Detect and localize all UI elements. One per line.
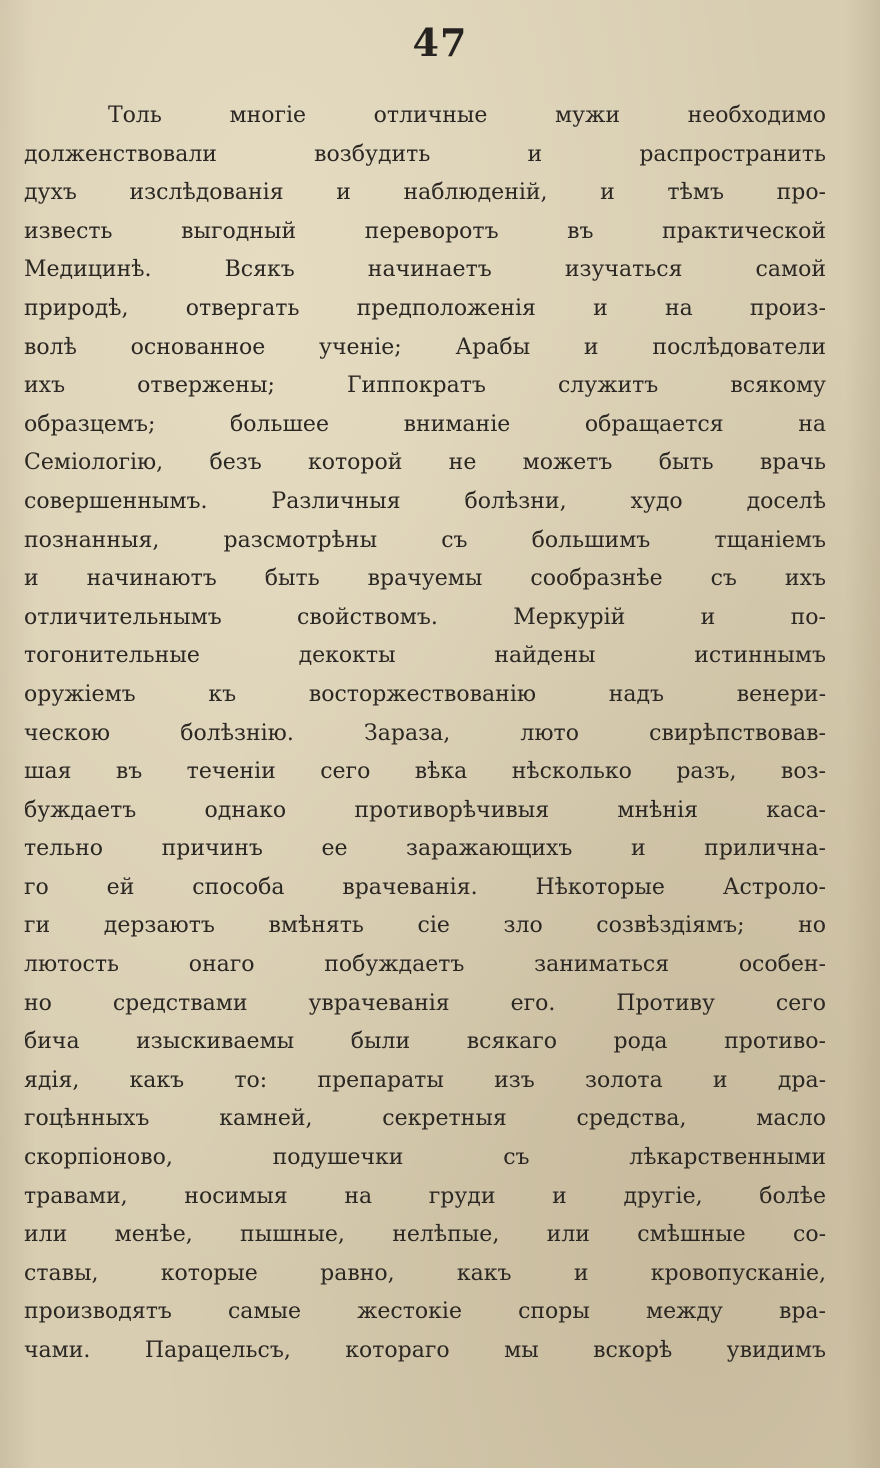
text-line: ядія, какъ то: препараты изъ золота и дра-: [24, 1067, 826, 1093]
text-line: ихъ отвержены; Гиппократъ служитъ всякому: [24, 373, 826, 399]
text-line: известь выгодный переворотъ въ практической: [24, 218, 826, 244]
text-line: оружіемъ къ восторжествованію надъ венери-: [24, 681, 826, 707]
text-line: го ей способа врачеванія. Нѣкоторые Астроло-: [24, 874, 826, 900]
text-line: тогонительные декокты найдены истиннымъ: [24, 643, 826, 669]
text-line: познанныя, разсмотрѣны съ большимъ тщаніемъ: [24, 527, 826, 553]
text-line: производятъ самые жестокіе споры между вра-: [24, 1299, 826, 1325]
text-line: бича изыскиваемы были всякаго рода противо-: [24, 1029, 826, 1055]
text-line: и начинаютъ быть врачуемы сообразнѣе съ ихъ: [24, 566, 826, 592]
page-number: 47: [412, 20, 468, 65]
text-line: ставы, которые равно, какъ и кровопусканіе,: [24, 1260, 826, 1286]
text-line: или менѣе, пышные, нелѣпые, или смѣшные со-: [24, 1222, 826, 1248]
text-line: ги дерзаютъ вмѣнять сіе зло созвѣздіямъ; но: [24, 913, 826, 939]
text-line: отличительнымъ свойствомъ. Меркурій и по-: [24, 604, 826, 630]
text-line: образцемъ; большее вниманіе обращается на: [24, 411, 826, 437]
text-line: шая въ теченіи сего вѣка нѣсколько разъ, воз-: [24, 759, 826, 785]
text-line: но средствами уврачеванія его. Противу сего: [24, 990, 826, 1016]
text-line: Медицинѣ. Всякъ начинаетъ изучаться самой: [24, 257, 826, 283]
text-line: природѣ, отвергать предположенія и на произ-: [24, 295, 826, 321]
text-line: тельно причинъ ее заражающихъ и прилична-: [24, 836, 826, 862]
text-line: духъ изслѣдованія и наблюденій, и тѣмъ про-: [24, 180, 826, 206]
text-line: волѣ основанное ученіе; Арабы и послѣдователи: [24, 334, 826, 360]
text-line: Толь многіе отличные мужи необходимо: [108, 103, 826, 128]
text-line: ческою болѣзнію. Зараза, люто свирѣпствовав-: [24, 720, 826, 746]
text-line: травами, носимыя на груди и другіе, болѣе: [24, 1183, 826, 1209]
text-line: буждаетъ однако противорѣчивыя мнѣнія каса-: [24, 797, 826, 823]
text-line: чами. Парацельсъ, котораго мы вскорѣ увидимъ: [24, 1338, 826, 1363]
text-line: Семіологію, безъ которой не можетъ быть врачь: [24, 450, 826, 476]
text-line: лютость онаго побуждаетъ заниматься особен-: [24, 952, 826, 978]
body-text: [24, 97, 826, 1371]
text-line: скорпіоново, подушечки съ лѣкарственными: [24, 1145, 826, 1171]
text-line: гоцѣнныхъ камней, секретныя средства, масло: [24, 1106, 826, 1132]
text-line: долженствовали возбудить и распространить: [24, 141, 826, 167]
text-line: совершеннымъ. Различныя болѣзни, худо доселѣ: [24, 488, 826, 514]
